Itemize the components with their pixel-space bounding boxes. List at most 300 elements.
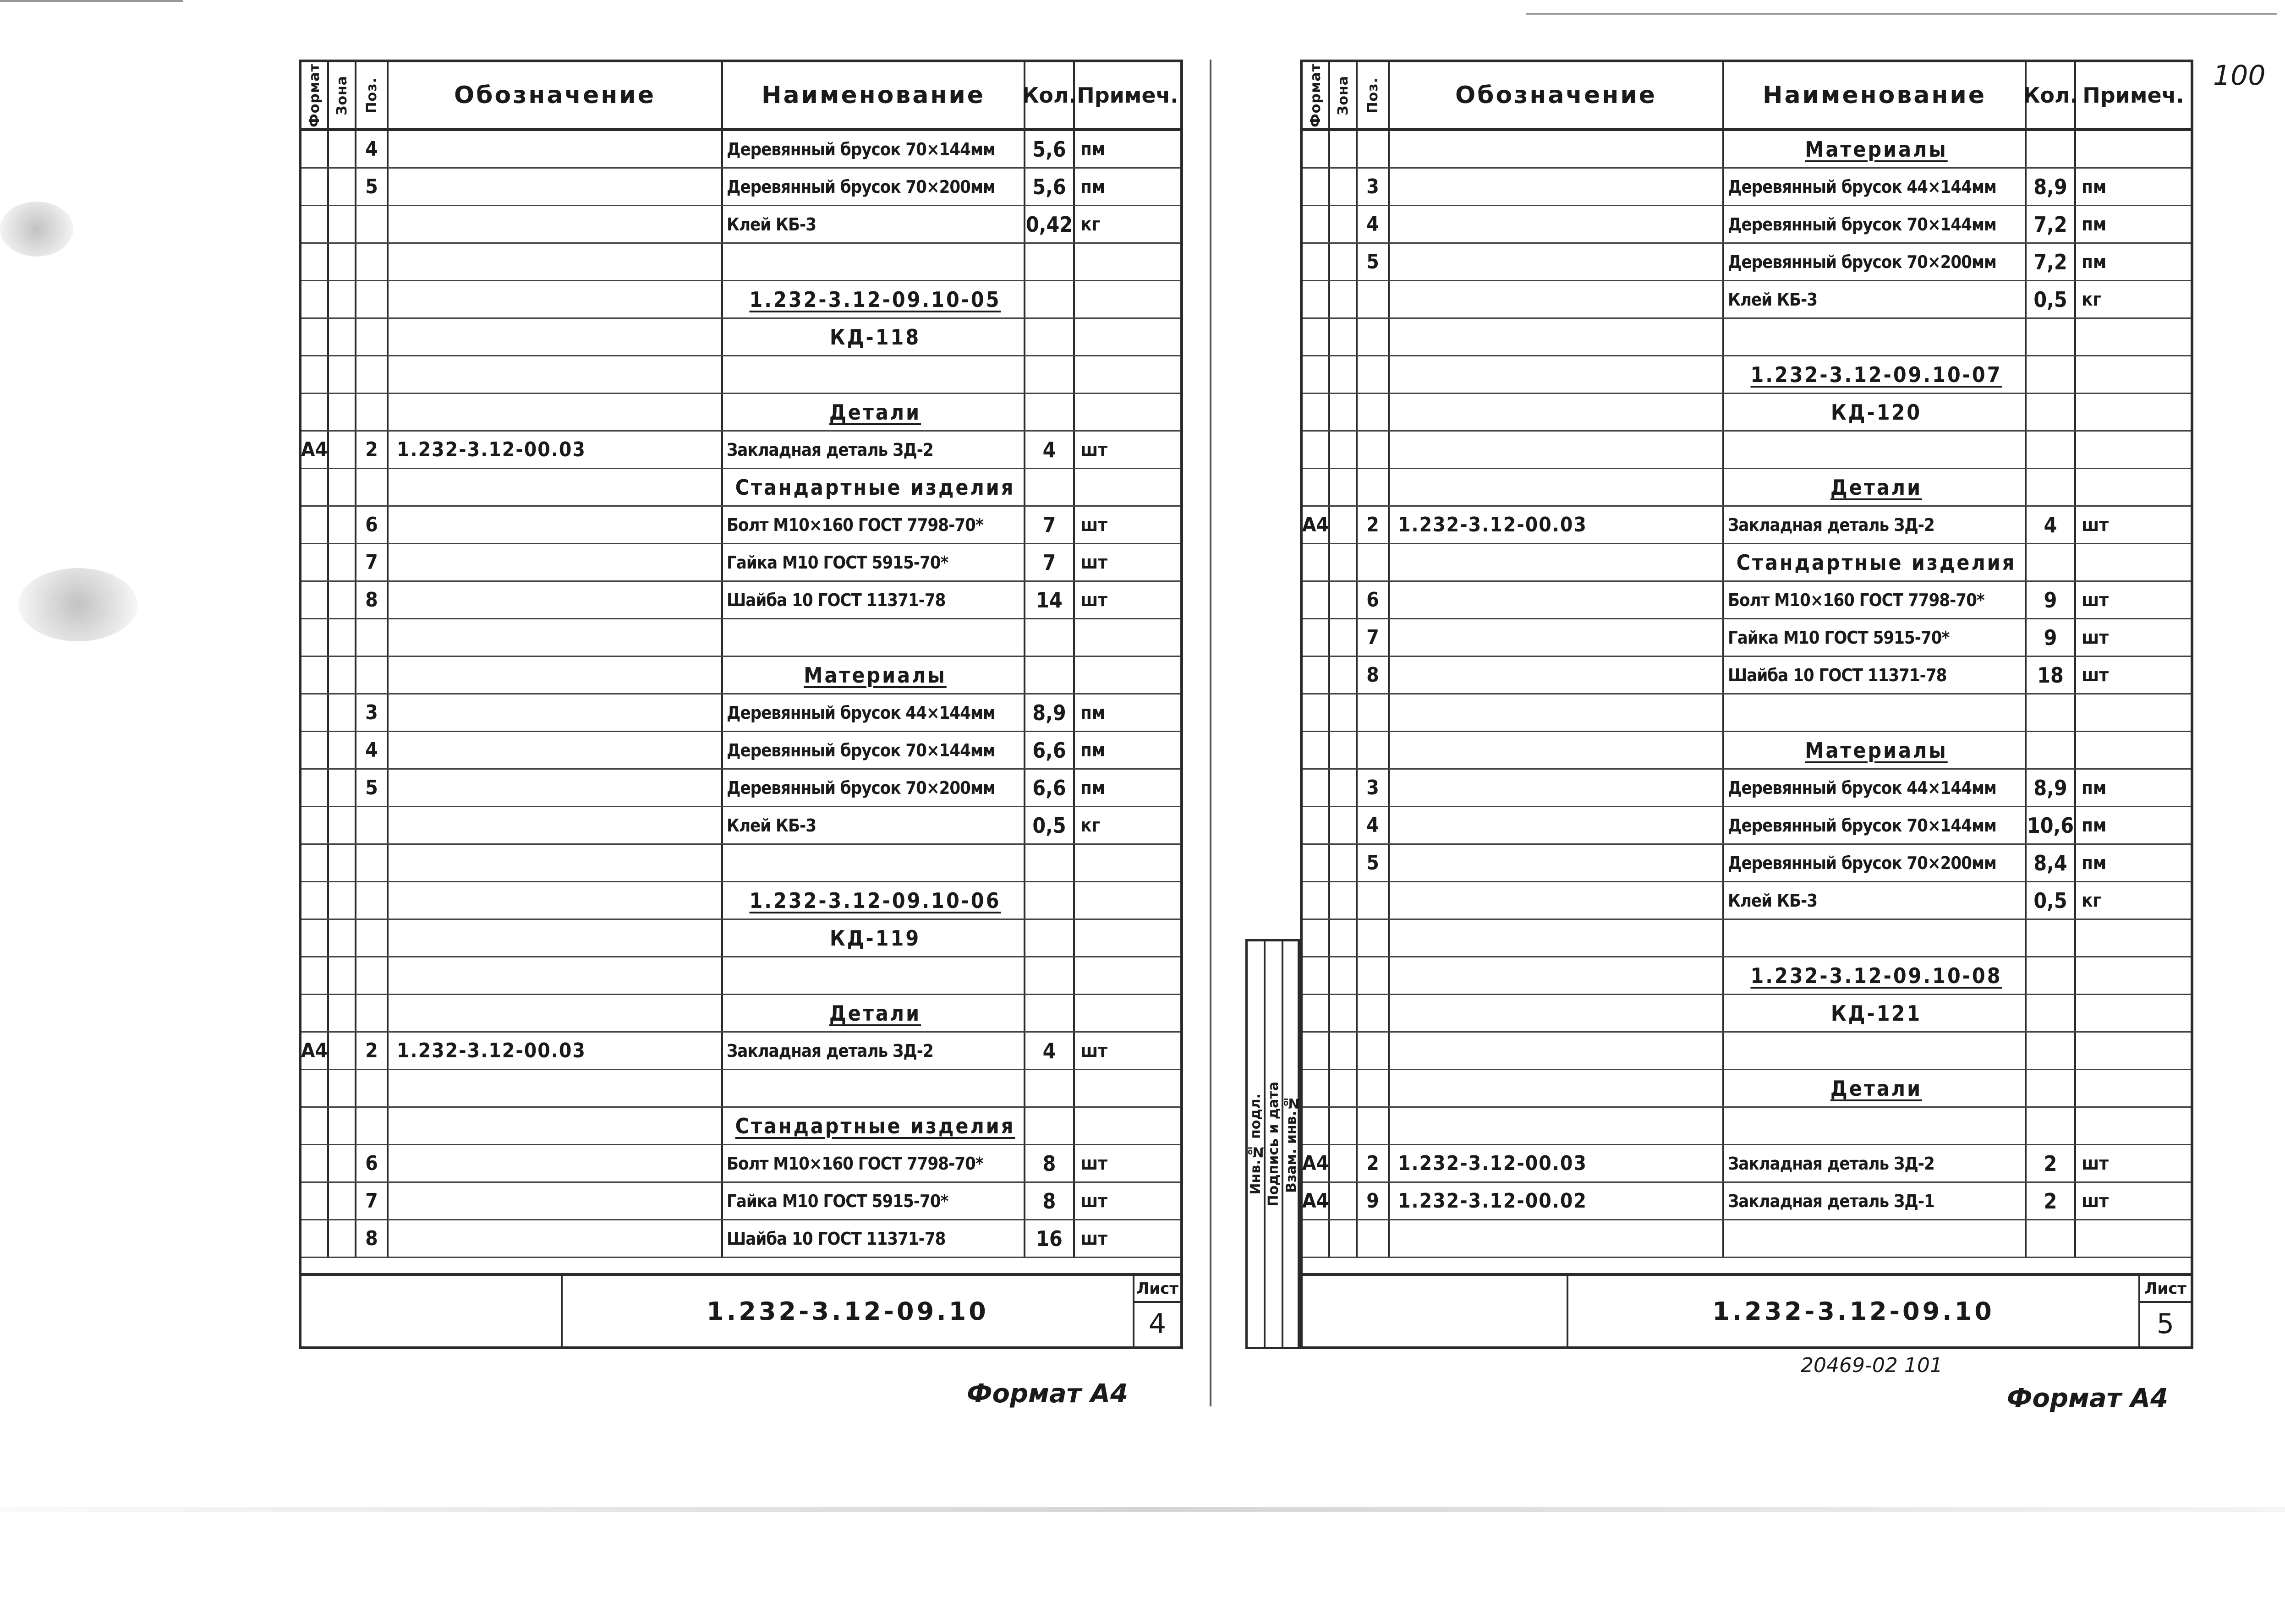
header-note: Примеч. — [2082, 83, 2184, 108]
designation-cell — [1390, 1220, 1724, 1257]
zone-cell — [329, 920, 356, 956]
designation-cell — [1390, 206, 1724, 242]
archive-number: 20469-02 101 — [1801, 1354, 1943, 1377]
designation-cell — [389, 1070, 723, 1106]
position-cell: 2 — [356, 1033, 389, 1069]
format-cell — [1303, 206, 1330, 242]
name-cell: Шайба 10 ГОСТ 11371-78 — [723, 1220, 1025, 1257]
format-cell: А4 — [1303, 1145, 1330, 1181]
quantity-cell: 8,9 — [1025, 694, 1075, 731]
designation-cell — [389, 206, 723, 242]
position-cell — [1358, 1220, 1390, 1257]
position-cell: 6 — [1358, 582, 1390, 618]
designation-cell — [1390, 432, 1724, 468]
note-cell: шт — [1080, 552, 1108, 573]
note-cell — [1075, 995, 1180, 1031]
note-cell: пм — [2082, 852, 2107, 874]
designation-cell — [1390, 1108, 1724, 1144]
note-cell: кг — [1080, 213, 1101, 235]
table-header — [301, 62, 1180, 131]
quantity-cell — [1025, 845, 1075, 881]
format-cell — [1303, 432, 1330, 468]
designation-cell: 1.232-3.12-00.03 — [1390, 1145, 1724, 1181]
zone-cell — [1330, 732, 1358, 768]
name-cell: 1.232-3.12-09.10-06 — [723, 882, 1025, 919]
position-cell — [1358, 394, 1390, 430]
table-row — [1303, 432, 2191, 469]
title-block — [301, 1273, 1180, 1346]
note-cell: шт — [2082, 1190, 2109, 1212]
designation-cell — [1390, 845, 1724, 881]
name-cell: Закладная деталь ЗД-2 — [1724, 507, 2027, 543]
table-row — [301, 694, 1180, 732]
name-cell: Закладная деталь ЗД-2 — [723, 1033, 1025, 1069]
designation-cell — [1390, 582, 1724, 618]
table-row — [1303, 1070, 2191, 1108]
name-cell: Детали — [1724, 1070, 2027, 1106]
name-cell: 1.232-3.12-09.10-07 — [1724, 356, 2027, 393]
sheet-number-box — [2140, 1276, 2191, 1346]
name-cell — [723, 845, 1025, 881]
position-cell — [356, 882, 389, 919]
name-cell: КД-121 — [1724, 995, 2027, 1031]
scan-smudge — [18, 568, 137, 641]
format-cell — [1303, 469, 1330, 505]
format-cell — [301, 1145, 329, 1181]
quantity-cell — [2027, 394, 2076, 430]
spec-rows — [1303, 131, 2191, 1258]
approval-strip — [1245, 939, 1300, 1349]
format-cell: А4 — [1303, 507, 1330, 543]
note-cell: шт — [2082, 664, 2109, 686]
format-cell — [1303, 582, 1330, 618]
sheet-number: 4 — [1148, 1307, 1167, 1340]
sheet-label: Лист — [1134, 1276, 1180, 1303]
table-row — [1303, 807, 2191, 845]
name-cell: Стандартные изделия — [723, 1108, 1025, 1144]
format-cell — [301, 356, 329, 393]
zone-cell — [329, 319, 356, 355]
note-cell — [2076, 544, 2191, 580]
quantity-cell — [2027, 694, 2076, 731]
quantity-cell — [2027, 131, 2076, 167]
format-cell — [1303, 920, 1330, 956]
format-cell — [301, 1108, 329, 1144]
designation-cell — [389, 507, 723, 543]
note-cell — [1075, 281, 1180, 317]
format-cell — [301, 882, 329, 919]
header-designation: Обозначение — [1390, 62, 1724, 128]
designation-cell — [1390, 770, 1724, 806]
quantity-cell: 8 — [1025, 1183, 1075, 1219]
table-row — [301, 845, 1180, 882]
name-cell: Болт М10×160 ГОСТ 7798-70* — [723, 1145, 1025, 1181]
quantity-cell: 8 — [1025, 1145, 1075, 1181]
format-cell — [1303, 1220, 1330, 1257]
quantity-cell — [2027, 1220, 2076, 1257]
table-row — [1303, 920, 2191, 957]
quantity-cell: 2 — [2027, 1183, 2076, 1219]
format-cell — [301, 544, 329, 580]
quantity-cell: 7,2 — [2027, 244, 2076, 280]
name-cell — [1724, 1220, 2027, 1257]
scan-smudge — [0, 202, 73, 257]
position-cell — [1358, 1033, 1390, 1069]
table-row — [301, 1108, 1180, 1145]
zone-cell — [1330, 507, 1358, 543]
format-cell — [1303, 957, 1330, 994]
name-cell: Деревянный брусок 70×200мм — [723, 770, 1025, 806]
scan-edge-line — [1526, 13, 2277, 15]
note-cell — [2076, 694, 2191, 731]
position-cell — [1358, 920, 1390, 956]
note-cell — [2076, 1033, 2191, 1069]
quantity-cell: 8,4 — [2027, 845, 2076, 881]
designation-cell — [1390, 882, 1724, 919]
position-cell: 2 — [356, 432, 389, 468]
note-cell — [2076, 432, 2191, 468]
name-cell: Гайка М10 ГОСТ 5915-70* — [723, 1183, 1025, 1219]
quantity-cell — [2027, 995, 2076, 1031]
position-cell — [1358, 432, 1390, 468]
table-row — [1303, 957, 2191, 995]
quantity-cell: 7 — [1025, 544, 1075, 580]
name-cell: Деревянный брусок 70×144мм — [1724, 807, 2027, 843]
quantity-cell — [2027, 469, 2076, 505]
position-cell — [356, 356, 389, 393]
format-cell — [1303, 807, 1330, 843]
zone-cell — [1330, 1108, 1358, 1144]
quantity-cell — [2027, 957, 2076, 994]
note-cell: пм — [1080, 138, 1106, 160]
zone-cell — [1330, 1070, 1358, 1106]
table-row — [301, 244, 1180, 281]
designation-cell — [1390, 281, 1724, 317]
table-row — [1303, 619, 2191, 657]
position-cell — [1358, 1108, 1390, 1144]
note-cell — [2076, 319, 2191, 355]
designation-cell: 1.232-3.12-00.03 — [389, 1033, 723, 1069]
name-cell: Закладная деталь ЗД-1 — [1724, 1183, 2027, 1219]
name-cell — [723, 619, 1025, 656]
note-cell: пм — [2082, 213, 2107, 235]
format-cell: А4 — [1303, 1183, 1330, 1219]
position-cell: 9 — [1358, 1183, 1390, 1219]
table-row — [1303, 394, 2191, 432]
zone-cell — [1330, 356, 1358, 393]
quantity-cell — [1025, 995, 1075, 1031]
table-row — [301, 1183, 1180, 1220]
spec-rows — [301, 131, 1180, 1258]
zone-cell — [329, 281, 356, 317]
zone-cell — [1330, 1033, 1358, 1069]
note-cell — [2076, 1070, 2191, 1106]
zone-cell — [1330, 544, 1358, 580]
inv-original-cell: Инв.№ подл. — [1248, 941, 1266, 1347]
quantity-cell — [1025, 244, 1075, 280]
position-cell — [1358, 732, 1390, 768]
header-format: Формат — [301, 62, 329, 128]
zone-cell — [329, 957, 356, 994]
position-cell — [1358, 544, 1390, 580]
position-cell — [1358, 882, 1390, 919]
zone-cell — [329, 1183, 356, 1219]
zone-cell — [329, 770, 356, 806]
position-cell: 7 — [356, 544, 389, 580]
table-row — [301, 169, 1180, 206]
position-cell: 6 — [356, 1145, 389, 1181]
name-cell — [1724, 920, 2027, 956]
zone-cell — [1330, 131, 1358, 167]
position-cell — [356, 619, 389, 656]
zone-cell — [1330, 957, 1358, 994]
zone-cell — [1330, 394, 1358, 430]
designation-cell — [389, 732, 723, 768]
position-cell — [1358, 469, 1390, 505]
zone-cell — [329, 582, 356, 618]
note-cell — [2076, 732, 2191, 768]
format-cell — [301, 694, 329, 731]
header-designation: Обозначение — [389, 62, 723, 128]
quantity-cell: 10,6 — [2027, 807, 2076, 843]
position-cell: 4 — [1358, 807, 1390, 843]
quantity-cell — [2027, 356, 2076, 393]
table-row — [301, 920, 1180, 957]
zone-cell — [329, 131, 356, 167]
name-cell: Болт М10×160 ГОСТ 7798-70* — [723, 507, 1025, 543]
quantity-cell: 5,6 — [1025, 131, 1075, 167]
table-row — [1303, 469, 2191, 507]
designation-cell — [1390, 995, 1724, 1031]
note-cell — [1075, 244, 1180, 280]
table-row — [301, 281, 1180, 319]
inv-replacement-cell: Взам. инв.№ — [1283, 1095, 1299, 1193]
table-row — [1303, 319, 2191, 356]
position-cell — [356, 281, 389, 317]
note-cell: пм — [2082, 777, 2107, 798]
note-cell — [1075, 1070, 1180, 1106]
format-cell — [301, 957, 329, 994]
note-cell: пм — [2082, 815, 2107, 836]
designation-cell — [389, 1145, 723, 1181]
quantity-cell: 0,42 — [1025, 206, 1075, 242]
position-cell — [356, 995, 389, 1031]
format-cell — [301, 995, 329, 1031]
note-cell — [1075, 882, 1180, 919]
zone-cell — [1330, 1220, 1358, 1257]
quantity-cell — [2027, 920, 2076, 956]
note-cell — [1075, 469, 1180, 505]
designation-cell — [1390, 732, 1724, 768]
name-cell: Шайба 10 ГОСТ 11371-78 — [723, 582, 1025, 618]
table-row — [301, 995, 1180, 1033]
quantity-cell: 2 — [2027, 1145, 2076, 1181]
table-row — [1303, 694, 2191, 732]
designation-cell — [389, 882, 723, 919]
name-cell — [723, 244, 1025, 280]
table-row — [1303, 582, 2191, 619]
position-cell — [356, 1070, 389, 1106]
designation-cell — [1390, 244, 1724, 280]
name-cell: Детали — [723, 995, 1025, 1031]
note-cell: кг — [2082, 289, 2102, 310]
note-cell: шт — [1080, 514, 1108, 536]
table-row — [301, 394, 1180, 432]
name-cell: Деревянный брусок 70×200мм — [1724, 845, 2027, 881]
note-cell: шт — [2082, 627, 2109, 648]
sheet-label: Лист — [2140, 1276, 2191, 1303]
format-cell — [1303, 1033, 1330, 1069]
quantity-cell — [1025, 920, 1075, 956]
format-cell — [301, 1070, 329, 1106]
table-row — [301, 131, 1180, 169]
table-row — [301, 319, 1180, 356]
header-pos: Поз. — [356, 62, 389, 128]
table-row — [301, 507, 1180, 544]
zone-cell — [1330, 281, 1358, 317]
name-cell: Деревянный брусок 70×144мм — [723, 732, 1025, 768]
designation-cell — [389, 694, 723, 731]
quantity-cell — [1025, 1070, 1075, 1106]
note-cell — [2076, 131, 2191, 167]
zone-cell — [329, 732, 356, 768]
quantity-cell — [2027, 732, 2076, 768]
designation-cell — [389, 169, 723, 205]
zone-cell — [1330, 1145, 1358, 1181]
position-cell — [356, 920, 389, 956]
format-cell — [301, 732, 329, 768]
designation-cell — [389, 1183, 723, 1219]
note-cell — [1075, 920, 1180, 956]
format-cell — [301, 469, 329, 505]
name-cell: Закладная деталь ЗД-2 — [723, 432, 1025, 468]
designation-cell — [1390, 1070, 1724, 1106]
table-row — [1303, 770, 2191, 807]
quantity-cell: 0,5 — [2027, 281, 2076, 317]
zone-cell — [1330, 469, 1358, 505]
format-cell — [1303, 356, 1330, 393]
table-row — [301, 432, 1180, 469]
table-row — [301, 544, 1180, 582]
table-row — [301, 619, 1180, 657]
position-cell — [356, 1108, 389, 1144]
name-cell — [723, 1070, 1025, 1106]
position-cell — [356, 657, 389, 693]
format-cell — [301, 619, 329, 656]
name-cell — [1724, 1033, 2027, 1069]
table-row — [1303, 1220, 2191, 1258]
format-cell — [1303, 1070, 1330, 1106]
table-row — [301, 882, 1180, 920]
position-cell: 3 — [1358, 770, 1390, 806]
note-cell: шт — [1080, 1153, 1108, 1174]
note-cell: шт — [1080, 1040, 1108, 1061]
quantity-cell — [2027, 319, 2076, 355]
note-cell: шт — [2082, 514, 2109, 536]
designation-cell — [389, 845, 723, 881]
note-cell — [2076, 995, 2191, 1031]
note-cell — [1075, 319, 1180, 355]
name-cell — [723, 356, 1025, 393]
designation-cell — [389, 394, 723, 430]
quantity-cell — [2027, 1108, 2076, 1144]
zone-cell — [329, 694, 356, 731]
table-row — [1303, 131, 2191, 169]
zone-cell — [329, 807, 356, 843]
position-cell: 6 — [356, 507, 389, 543]
table-row — [301, 807, 1180, 845]
title-block — [1303, 1273, 2191, 1346]
quantity-cell — [1025, 319, 1075, 355]
quantity-cell: 9 — [2027, 619, 2076, 656]
position-cell — [1358, 995, 1390, 1031]
table-row — [1303, 657, 2191, 694]
table-row — [301, 770, 1180, 807]
note-cell — [2076, 957, 2191, 994]
position-cell: 7 — [356, 1183, 389, 1219]
position-cell — [1358, 356, 1390, 393]
name-cell: Материалы — [723, 657, 1025, 693]
header-qty: Кол. — [1025, 62, 1075, 128]
format-cell — [301, 394, 329, 430]
name-cell: Детали — [1724, 469, 2027, 505]
table-row — [1303, 281, 2191, 319]
designation-cell — [389, 469, 723, 505]
zone-cell — [329, 1108, 356, 1144]
zone-cell — [329, 169, 356, 205]
format-cell — [1303, 657, 1330, 693]
zone-cell — [329, 1033, 356, 1069]
header-name: Наименование — [1724, 62, 2027, 128]
note-cell — [2076, 469, 2191, 505]
zone-cell — [1330, 319, 1358, 355]
name-cell: Шайба 10 ГОСТ 11371-78 — [1724, 657, 2027, 693]
zone-cell — [1330, 169, 1358, 205]
table-row — [301, 957, 1180, 995]
note-cell: пм — [1080, 739, 1106, 761]
header-name: Наименование — [723, 62, 1025, 128]
zone-cell — [329, 619, 356, 656]
table-row — [1303, 1145, 2191, 1183]
position-cell — [1358, 131, 1390, 167]
format-cell — [1303, 319, 1330, 355]
format-cell — [1303, 995, 1330, 1031]
name-cell — [723, 957, 1025, 994]
zone-cell — [329, 206, 356, 242]
position-cell: 8 — [356, 582, 389, 618]
name-cell: Детали — [723, 394, 1025, 430]
designation-cell — [1390, 920, 1724, 956]
quantity-cell — [2027, 544, 2076, 580]
quantity-cell: 16 — [1025, 1220, 1075, 1257]
position-cell: 4 — [356, 732, 389, 768]
sheet-number: 5 — [2156, 1307, 2175, 1340]
position-cell: 5 — [1358, 845, 1390, 881]
note-cell: шт — [1080, 439, 1108, 460]
table-row — [1303, 1183, 2191, 1220]
header-zone: Зона — [329, 62, 356, 128]
designation-cell — [389, 920, 723, 956]
designation-cell — [389, 995, 723, 1031]
position-cell: 5 — [1358, 244, 1390, 280]
note-cell — [1075, 356, 1180, 393]
designation-cell — [389, 319, 723, 355]
table-row — [1303, 356, 2191, 394]
zone-cell — [329, 394, 356, 430]
format-label-left: Формат А4 — [967, 1379, 1128, 1409]
note-cell: шт — [2082, 1153, 2109, 1174]
name-cell: Деревянный брусок 44×144мм — [723, 694, 1025, 731]
